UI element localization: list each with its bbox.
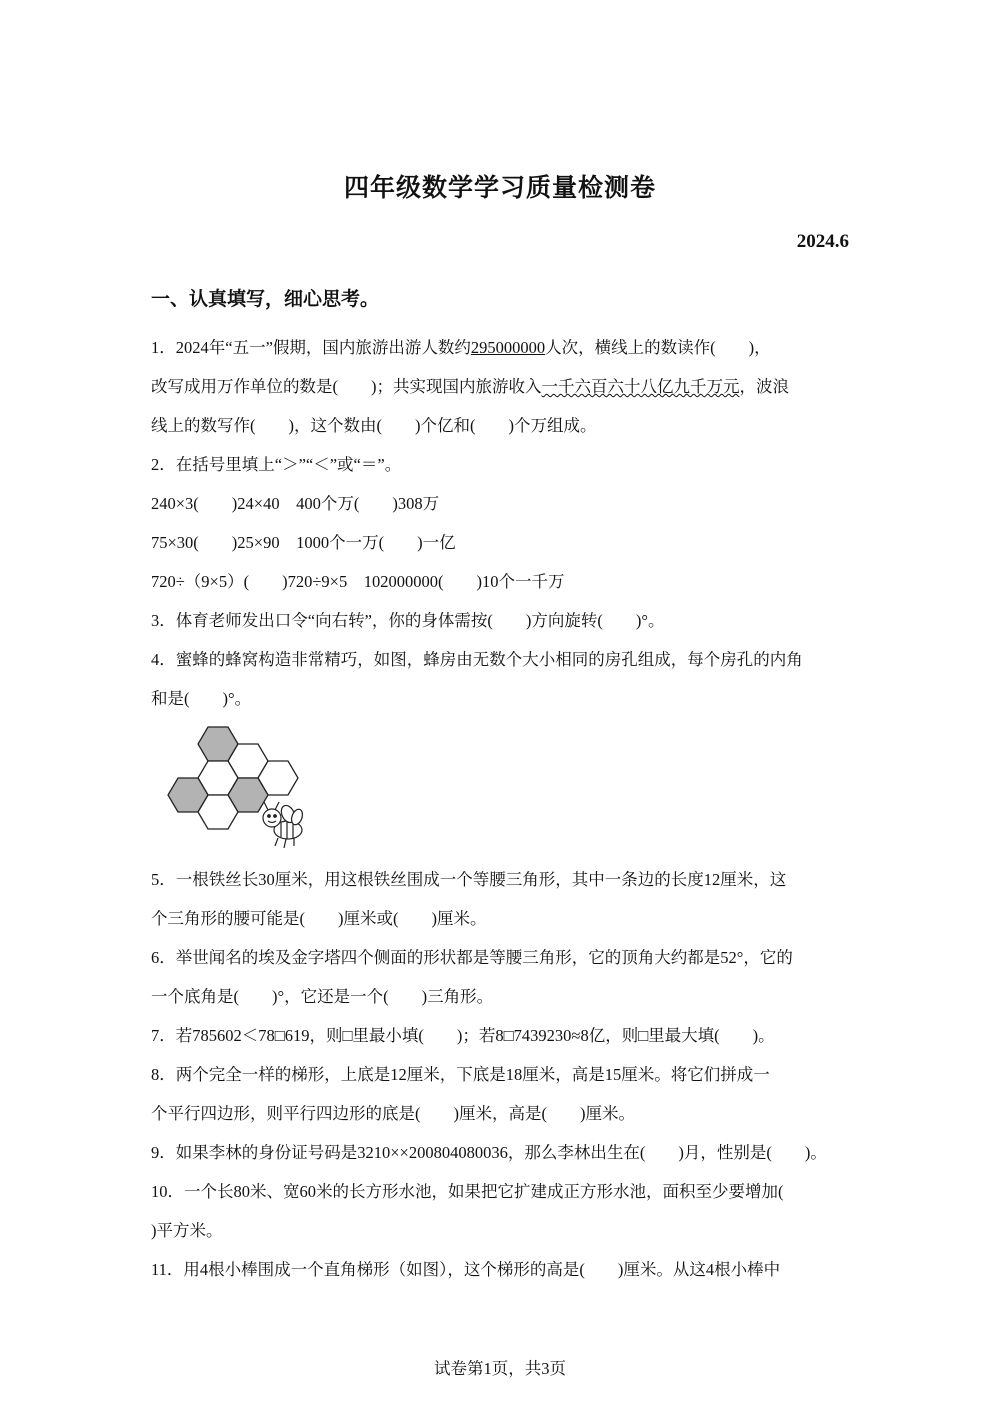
question-8-line-2: 个平行四边形，则平行四边形的底是( )厘米，高是( )厘米。	[151, 1104, 635, 1123]
question-5-line-1: 5．一根铁丝长30厘米，用这根铁丝围成一个等腰三角形，其中一条边的长度12厘米，这	[151, 870, 787, 889]
section-heading: 一、认真填写，细心思考。	[151, 288, 380, 310]
question-8-line-1: 8．两个完全一样的梯形，上底是12厘米，下底是18厘米，高是15厘米。将它们拼成一	[151, 1065, 770, 1084]
question-9: 9．如果李林的身份证号码是3210××200804080036，那么李林出生在( )月，性别是( )。	[151, 1143, 827, 1162]
question-10-line-2: )平方米。	[151, 1221, 223, 1240]
question-3: 3．体育老师发出口令“向右转”，你的身体需按( )方向旋转( )°。	[151, 611, 665, 630]
question-1-line-2	[151, 376, 851, 398]
honeycomb-bee-figure	[160, 722, 320, 852]
q1-text-a: 1．2024年“五一”假期，国内旅游出游人数约	[151, 338, 471, 357]
question-1-line-1	[151, 337, 851, 359]
question-4-line-1: 4．蜜蜂的蜂窝构造非常精巧，如图，蜂房由无数个大小相同的房孔组成，每个房孔的内角	[151, 650, 803, 669]
question-11: 11．用4根小棒围成一个直角梯形（如图），这个梯形的高是( )厘米。从这4根小棒中	[151, 1260, 781, 1279]
exam-date: 2024.6	[796, 231, 849, 252]
question-4-line-2: 和是( )°。	[151, 689, 252, 708]
q1-underlined-number: 295000000	[470, 338, 546, 357]
question-1-line-3: 线上的数写作( )，这个数由( )个亿和( )个万组成。	[151, 416, 597, 435]
q1-text-c: 改写成用万作单位的数是( )；共实现国内旅游收入	[151, 377, 542, 396]
q1-text-d: ，波浪	[739, 377, 789, 396]
question-6-line-2: 一个底角是( )°，它还是一个( )三角形。	[151, 987, 494, 1006]
question-7: 7．若785602＜78□619，则□里最小填( )；若8□7439230≈8亿，则□里最大填( )。	[151, 1026, 775, 1045]
question-5-line-2: 个三角形的腰可能是( )厘米或( )厘米。	[151, 909, 487, 928]
bee-icon	[263, 802, 304, 848]
question-2-line-3: 75×30( )25×90 1000个一万( )一亿	[151, 533, 456, 552]
exam-title: 四年级数学学习质量检测卷	[343, 173, 656, 202]
page-footer: 试卷第1页，共3页	[434, 1359, 566, 1378]
question-2-line-2: 240×3( )24×40 400个万( )308万	[151, 494, 440, 513]
q1-wavy-text: 一千六百六十八亿九千万元	[541, 377, 740, 396]
question-10-line-1: 10．一个长80米、宽60米的长方形水池，如果把它扩建成正方形水池，面积至少要增加(	[151, 1182, 784, 1201]
question-6-line-1: 6．举世闻名的埃及金字塔四个侧面的形状都是等腰三角形，它的顶角大约都是52°，它的	[151, 948, 793, 967]
question-2-line-4: 720÷（9×5）( )720÷9×5 102000000( )10个一千万	[151, 572, 565, 591]
question-2-line-1: 2．在括号里填上“＞”“＜”或“＝”。	[151, 455, 402, 474]
q1-text-b: 人次，横线上的数读作( )，	[545, 338, 771, 357]
